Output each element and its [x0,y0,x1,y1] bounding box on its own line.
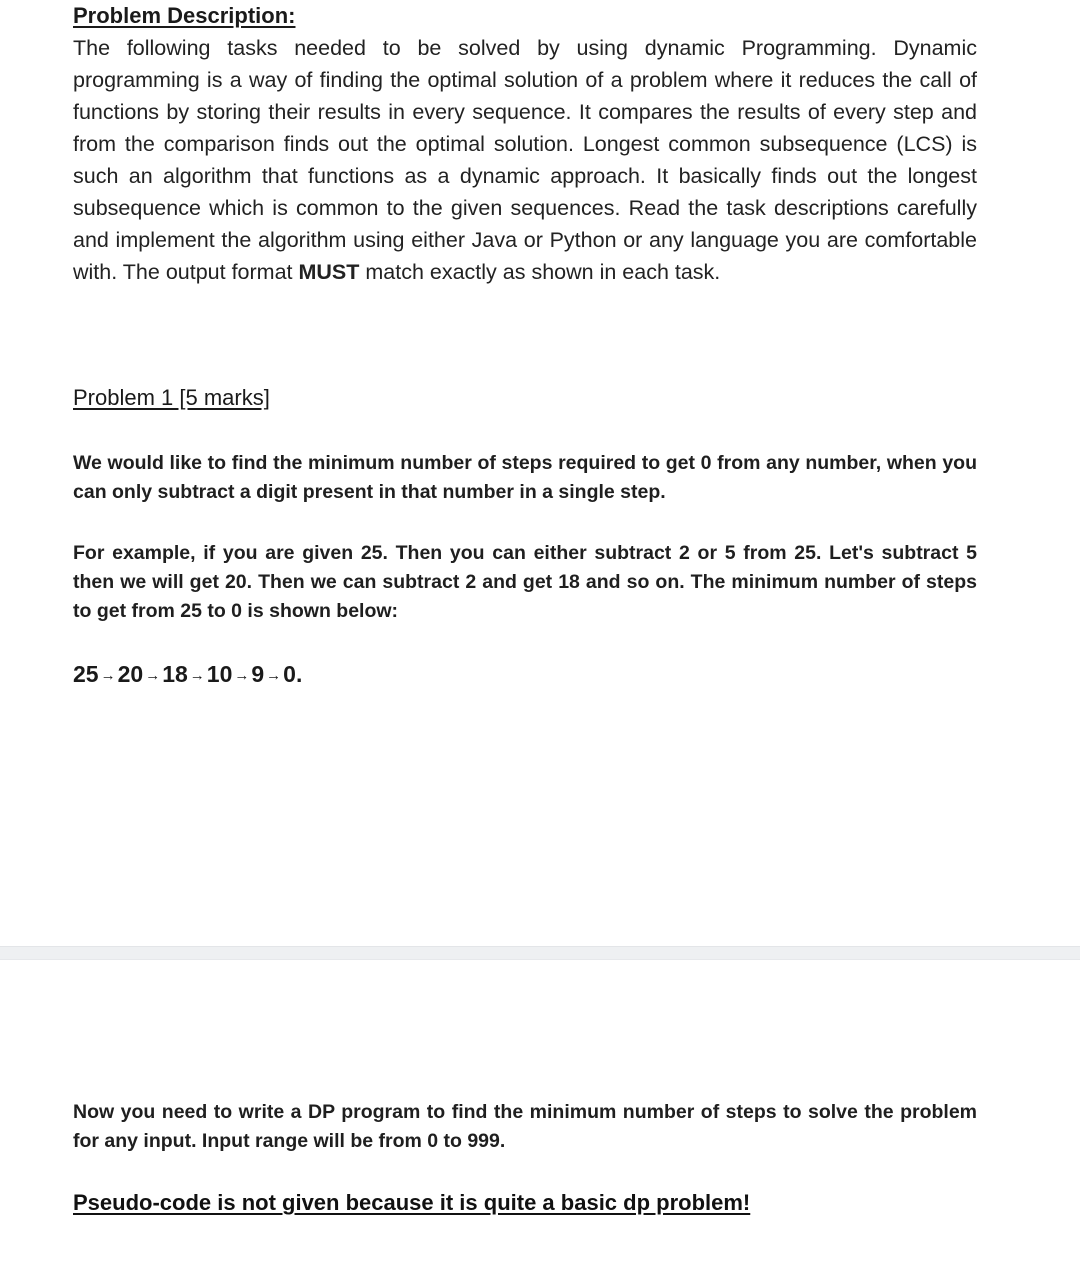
sequence-value: 25 [73,661,99,687]
arrow-right-icon: → [234,667,250,684]
description-emphasis: MUST [298,260,360,284]
problem-1-example: For example, if you are given 25. Then you can either subtract 2 or 5 from 25. Let's subtract 5 then we will get 20. Then we can subtract 2 and get 18 and so on. The minimum number of steps to get from 25 to 0 is shown below: [73,542,977,622]
problem-1-statement: We would like to find the minimum number of steps required to get 0 from any number, when you can only subtract a digit present in that number in a single step. [73,452,977,503]
pseudo-code-note: Pseudo-code is not given because it is quite a basic dp problem! [73,1190,751,1215]
sequence-terminator: . [295,661,303,687]
page-separator [0,946,1080,960]
arrow-right-icon: → [266,667,282,684]
problem-description-heading: Problem Description: [73,3,296,28]
description-part-1: The following tasks needed to be solved by using dynamic Programming. Dynamic programming is a way of finding the optimal solution of a problem where it reduces the call of functions by storing their results in every sequence. It compares the results of every step and from the comparison finds out the optimal solution. Longest common subsequence (LCS) is such an algorithm that functions as a dynamic approach. It basically finds out the longest subsequence which is common to the given sequences. Read the task descriptions carefully and implement the algorithm using either Java or Python or any language you are comfortable with. The output format [73,36,977,284]
arrow-right-icon: → [100,667,116,684]
sequence-value: 0 [283,661,296,687]
example-step-sequence [73,661,302,688]
dp-task-statement: Now you need to write a DP program to find the minimum number of steps to solve the problem for any input. Input range will be from 0 to 999. [73,1101,977,1152]
arrow-right-icon: → [145,667,161,684]
sequence-value: 20 [117,661,144,687]
problem-description-text [73,32,977,288]
problem-1-heading: Problem 1 [5 marks] [73,385,270,410]
arrow-right-icon: → [189,667,205,684]
description-part-2: match exactly as shown in each task. [359,260,721,284]
sequence-value: 10 [206,661,233,687]
sequence-value: 9 [251,661,265,687]
document-page-2 [0,960,1080,1263]
sequence-value: 18 [162,661,188,687]
